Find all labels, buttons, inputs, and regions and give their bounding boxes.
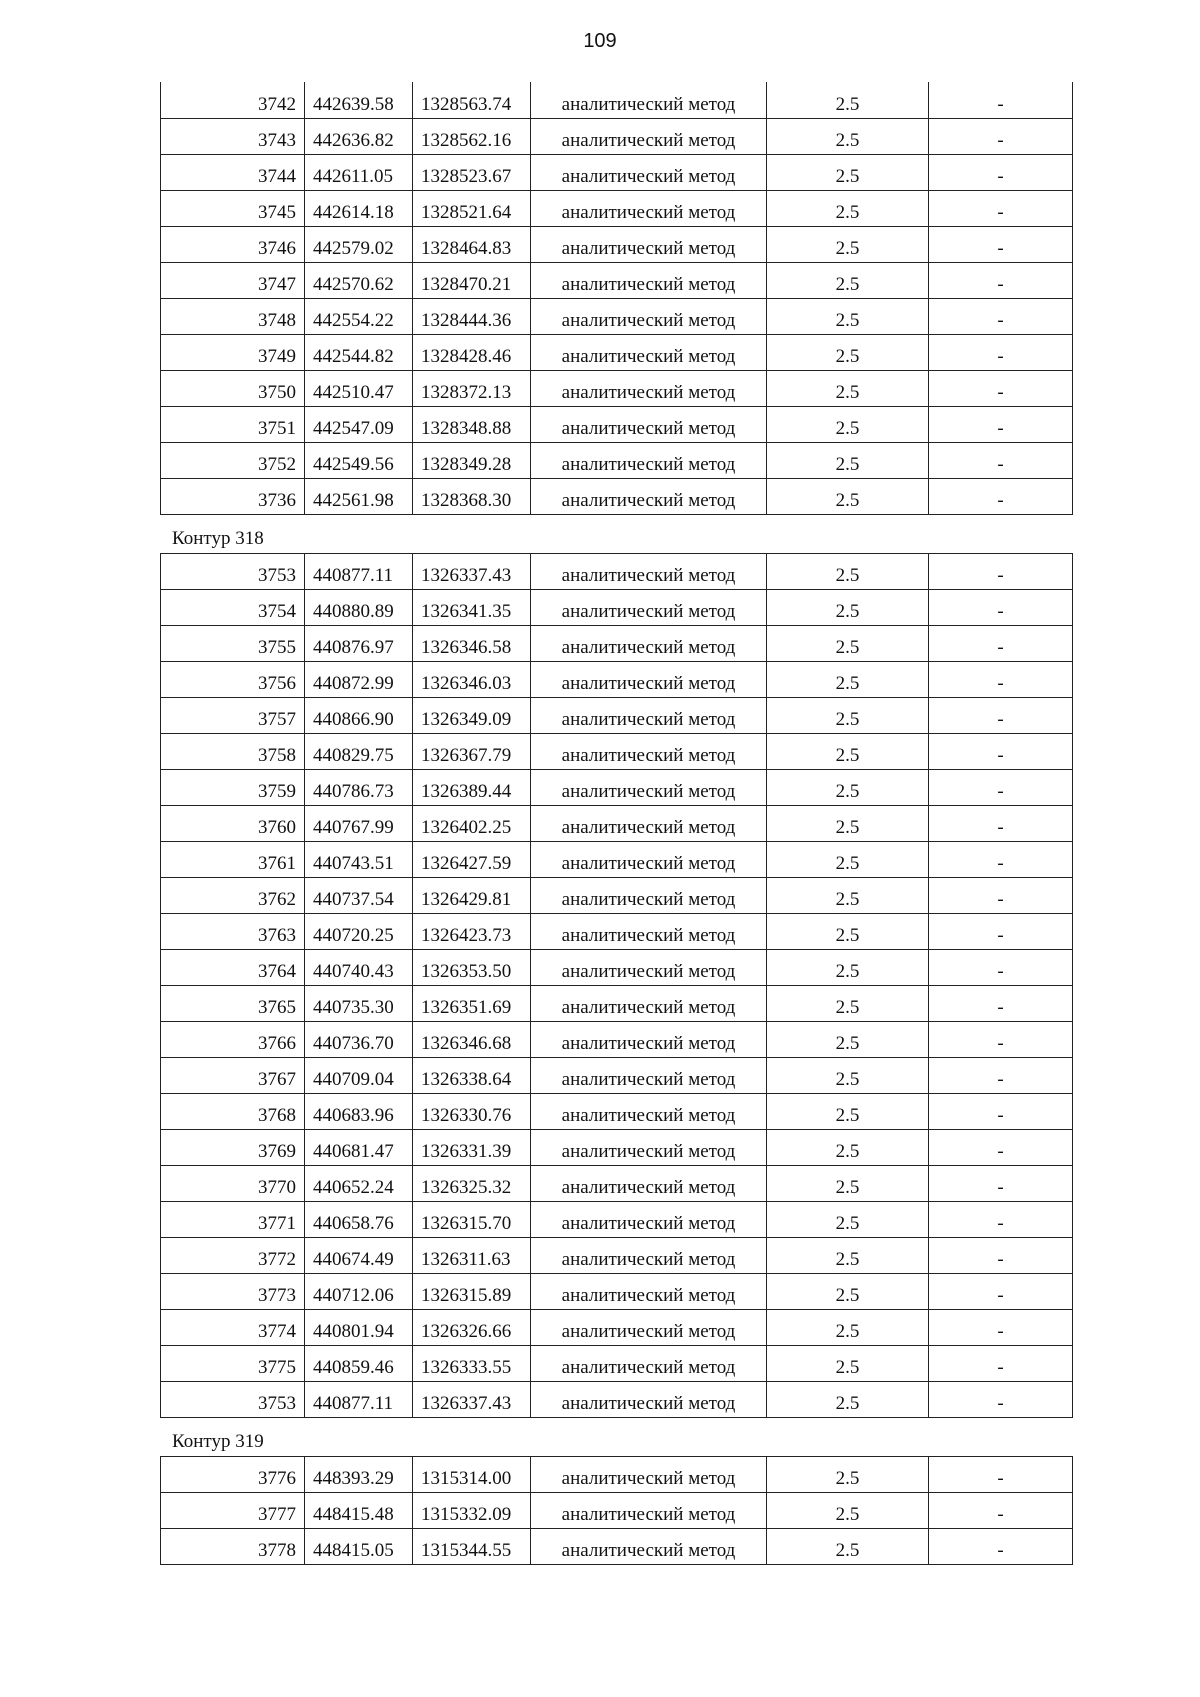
point-number-cell: 3759 xyxy=(161,769,305,805)
x-coordinate-cell: 440652.24 xyxy=(305,1165,413,1201)
coordinates-table xyxy=(160,82,1073,515)
table-row xyxy=(161,406,1073,442)
note-cell: - xyxy=(929,1492,1073,1528)
x-coordinate-cell: 440681.47 xyxy=(305,1129,413,1165)
method-cell: аналитический метод xyxy=(531,769,767,805)
table-row xyxy=(161,334,1073,370)
table-row xyxy=(161,553,1073,589)
accuracy-cell: 2.5 xyxy=(767,1528,929,1564)
note-cell: - xyxy=(929,697,1073,733)
x-coordinate-cell: 442510.47 xyxy=(305,370,413,406)
table-row xyxy=(161,1456,1073,1492)
point-number-cell: 3754 xyxy=(161,589,305,625)
y-coordinate-cell: 1328521.64 xyxy=(413,190,531,226)
y-coordinate-cell: 1326402.25 xyxy=(413,805,531,841)
x-coordinate-cell: 440709.04 xyxy=(305,1057,413,1093)
note-cell: - xyxy=(929,370,1073,406)
y-coordinate-cell: 1328349.28 xyxy=(413,442,531,478)
note-cell: - xyxy=(929,589,1073,625)
table-row xyxy=(161,733,1073,769)
point-number-cell: 3758 xyxy=(161,733,305,769)
x-coordinate-cell: 442611.05 xyxy=(305,154,413,190)
y-coordinate-cell: 1326315.70 xyxy=(413,1201,531,1237)
point-number-cell: 3761 xyxy=(161,841,305,877)
point-number-cell: 3756 xyxy=(161,661,305,697)
point-number-cell: 3764 xyxy=(161,949,305,985)
point-number-cell: 3755 xyxy=(161,625,305,661)
y-coordinate-cell: 1328523.67 xyxy=(413,154,531,190)
y-coordinate-cell: 1326367.79 xyxy=(413,733,531,769)
note-cell: - xyxy=(929,625,1073,661)
x-coordinate-cell: 440720.25 xyxy=(305,913,413,949)
table-row xyxy=(161,1129,1073,1165)
note-cell: - xyxy=(929,478,1073,514)
table-row xyxy=(161,769,1073,805)
point-number-cell: 3744 xyxy=(161,154,305,190)
accuracy-cell: 2.5 xyxy=(767,1165,929,1201)
table-row xyxy=(161,442,1073,478)
note-cell: - xyxy=(929,1129,1073,1165)
method-cell: аналитический метод xyxy=(531,1129,767,1165)
table-row xyxy=(161,949,1073,985)
note-cell: - xyxy=(929,1021,1073,1057)
note-cell: - xyxy=(929,733,1073,769)
table-row xyxy=(161,1201,1073,1237)
accuracy-cell: 2.5 xyxy=(767,841,929,877)
method-cell: аналитический метод xyxy=(531,841,767,877)
note-cell: - xyxy=(929,442,1073,478)
y-coordinate-cell: 1326429.81 xyxy=(413,877,531,913)
accuracy-cell: 2.5 xyxy=(767,1456,929,1492)
accuracy-cell: 2.5 xyxy=(767,589,929,625)
x-coordinate-cell: 440876.97 xyxy=(305,625,413,661)
accuracy-cell: 2.5 xyxy=(767,949,929,985)
point-number-cell: 3773 xyxy=(161,1273,305,1309)
table-row xyxy=(161,1309,1073,1345)
table-row xyxy=(161,841,1073,877)
accuracy-cell: 2.5 xyxy=(767,553,929,589)
y-coordinate-cell: 1326346.03 xyxy=(413,661,531,697)
point-number-cell: 3768 xyxy=(161,1093,305,1129)
table-row xyxy=(161,478,1073,514)
table-row xyxy=(161,262,1073,298)
y-coordinate-cell: 1328372.13 xyxy=(413,370,531,406)
point-number-cell: 3767 xyxy=(161,1057,305,1093)
note-cell: - xyxy=(929,949,1073,985)
note-cell: - xyxy=(929,553,1073,589)
table-row xyxy=(161,298,1073,334)
method-cell: аналитический метод xyxy=(531,1381,767,1417)
method-cell: аналитический метод xyxy=(531,478,767,514)
accuracy-cell: 2.5 xyxy=(767,226,929,262)
x-coordinate-cell: 440829.75 xyxy=(305,733,413,769)
accuracy-cell: 2.5 xyxy=(767,334,929,370)
x-coordinate-cell: 442554.22 xyxy=(305,298,413,334)
method-cell: аналитический метод xyxy=(531,1492,767,1528)
table-row xyxy=(161,1057,1073,1093)
note-cell: - xyxy=(929,262,1073,298)
note-cell: - xyxy=(929,406,1073,442)
x-coordinate-cell: 442570.62 xyxy=(305,262,413,298)
accuracy-cell: 2.5 xyxy=(767,1309,929,1345)
point-number-cell: 3749 xyxy=(161,334,305,370)
method-cell: аналитический метод xyxy=(531,262,767,298)
method-cell: аналитический метод xyxy=(531,1345,767,1381)
table-row xyxy=(161,82,1073,118)
point-number-cell: 3760 xyxy=(161,805,305,841)
y-coordinate-cell: 1326333.55 xyxy=(413,1345,531,1381)
method-cell: аналитический метод xyxy=(531,805,767,841)
y-coordinate-cell: 1328368.30 xyxy=(413,478,531,514)
note-cell: - xyxy=(929,1057,1073,1093)
y-coordinate-cell: 1328563.74 xyxy=(413,82,531,118)
y-coordinate-cell: 1328470.21 xyxy=(413,262,531,298)
point-number-cell: 3757 xyxy=(161,697,305,733)
point-number-cell: 3770 xyxy=(161,1165,305,1201)
point-number-cell: 3765 xyxy=(161,985,305,1021)
note-cell: - xyxy=(929,334,1073,370)
method-cell: аналитический метод xyxy=(531,334,767,370)
point-number-cell: 3746 xyxy=(161,226,305,262)
y-coordinate-cell: 1328562.16 xyxy=(413,118,531,154)
accuracy-cell: 2.5 xyxy=(767,733,929,769)
x-coordinate-cell: 440683.96 xyxy=(305,1093,413,1129)
x-coordinate-cell: 440674.49 xyxy=(305,1237,413,1273)
x-coordinate-cell: 448415.05 xyxy=(305,1528,413,1564)
note-cell: - xyxy=(929,1165,1073,1201)
accuracy-cell: 2.5 xyxy=(767,1093,929,1129)
y-coordinate-cell: 1326337.43 xyxy=(413,1381,531,1417)
point-number-cell: 3753 xyxy=(161,1381,305,1417)
method-cell: аналитический метод xyxy=(531,298,767,334)
table-row xyxy=(161,1345,1073,1381)
accuracy-cell: 2.5 xyxy=(767,118,929,154)
method-cell: аналитический метод xyxy=(531,406,767,442)
table-row xyxy=(161,625,1073,661)
x-coordinate-cell: 440740.43 xyxy=(305,949,413,985)
method-cell: аналитический метод xyxy=(531,1057,767,1093)
x-coordinate-cell: 448393.29 xyxy=(305,1456,413,1492)
x-coordinate-cell: 440658.76 xyxy=(305,1201,413,1237)
x-coordinate-cell: 442561.98 xyxy=(305,478,413,514)
table-row xyxy=(161,1237,1073,1273)
accuracy-cell: 2.5 xyxy=(767,625,929,661)
table-row xyxy=(161,1492,1073,1528)
accuracy-cell: 2.5 xyxy=(767,1201,929,1237)
y-coordinate-cell: 1326326.66 xyxy=(413,1309,531,1345)
method-cell: аналитический метод xyxy=(531,1093,767,1129)
point-number-cell: 3766 xyxy=(161,1021,305,1057)
page-number: 109 xyxy=(583,30,617,52)
accuracy-cell: 2.5 xyxy=(767,154,929,190)
accuracy-cell: 2.5 xyxy=(767,370,929,406)
x-coordinate-cell: 440767.99 xyxy=(305,805,413,841)
accuracy-cell: 2.5 xyxy=(767,661,929,697)
y-coordinate-cell: 1315314.00 xyxy=(413,1456,531,1492)
accuracy-cell: 2.5 xyxy=(767,190,929,226)
x-coordinate-cell: 442544.82 xyxy=(305,334,413,370)
method-cell: аналитический метод xyxy=(531,1456,767,1492)
point-number-cell: 3752 xyxy=(161,442,305,478)
method-cell: аналитический метод xyxy=(531,589,767,625)
point-number-cell: 3743 xyxy=(161,118,305,154)
coordinates-table xyxy=(160,1456,1073,1565)
method-cell: аналитический метод xyxy=(531,1273,767,1309)
table-row xyxy=(161,1273,1073,1309)
method-cell: аналитический метод xyxy=(531,1021,767,1057)
note-cell: - xyxy=(929,1201,1073,1237)
accuracy-cell: 2.5 xyxy=(767,406,929,442)
table-row xyxy=(161,1528,1073,1564)
point-number-cell: 3742 xyxy=(161,82,305,118)
note-cell: - xyxy=(929,154,1073,190)
method-cell: аналитический метод xyxy=(531,1201,767,1237)
accuracy-cell: 2.5 xyxy=(767,1345,929,1381)
point-number-cell: 3750 xyxy=(161,370,305,406)
method-cell: аналитический метод xyxy=(531,553,767,589)
note-cell: - xyxy=(929,82,1073,118)
table-row xyxy=(161,1165,1073,1201)
table-row xyxy=(161,1381,1073,1417)
x-coordinate-cell: 440877.11 xyxy=(305,553,413,589)
x-coordinate-cell: 440866.90 xyxy=(305,697,413,733)
x-coordinate-cell: 440735.30 xyxy=(305,985,413,1021)
note-cell: - xyxy=(929,1345,1073,1381)
y-coordinate-cell: 1326351.69 xyxy=(413,985,531,1021)
note-cell: - xyxy=(929,841,1073,877)
point-number-cell: 3775 xyxy=(161,1345,305,1381)
point-number-cell: 3745 xyxy=(161,190,305,226)
note-cell: - xyxy=(929,913,1073,949)
x-coordinate-cell: 442636.82 xyxy=(305,118,413,154)
method-cell: аналитический метод xyxy=(531,118,767,154)
method-cell: аналитический метод xyxy=(531,985,767,1021)
method-cell: аналитический метод xyxy=(531,1237,767,1273)
point-number-cell: 3769 xyxy=(161,1129,305,1165)
y-coordinate-cell: 1315332.09 xyxy=(413,1492,531,1528)
x-coordinate-cell: 442614.18 xyxy=(305,190,413,226)
accuracy-cell: 2.5 xyxy=(767,697,929,733)
coordinates-document xyxy=(160,82,1072,1565)
note-cell: - xyxy=(929,985,1073,1021)
table-row xyxy=(161,913,1073,949)
y-coordinate-cell: 1328444.36 xyxy=(413,298,531,334)
coordinates-table xyxy=(160,553,1073,1418)
x-coordinate-cell: 440786.73 xyxy=(305,769,413,805)
method-cell: аналитический метод xyxy=(531,877,767,913)
point-number-cell: 3748 xyxy=(161,298,305,334)
method-cell: аналитический метод xyxy=(531,661,767,697)
accuracy-cell: 2.5 xyxy=(767,1273,929,1309)
method-cell: аналитический метод xyxy=(531,697,767,733)
method-cell: аналитический метод xyxy=(531,190,767,226)
point-number-cell: 3771 xyxy=(161,1201,305,1237)
x-coordinate-cell: 442639.58 xyxy=(305,82,413,118)
point-number-cell: 3747 xyxy=(161,262,305,298)
y-coordinate-cell: 1328428.46 xyxy=(413,334,531,370)
note-cell: - xyxy=(929,118,1073,154)
accuracy-cell: 2.5 xyxy=(767,82,929,118)
table-row xyxy=(161,985,1073,1021)
y-coordinate-cell: 1326423.73 xyxy=(413,913,531,949)
table-row xyxy=(161,190,1073,226)
method-cell: аналитический метод xyxy=(531,733,767,769)
note-cell: - xyxy=(929,661,1073,697)
table-row xyxy=(161,1093,1073,1129)
accuracy-cell: 2.5 xyxy=(767,1057,929,1093)
table-row xyxy=(161,697,1073,733)
table-row xyxy=(161,661,1073,697)
point-number-cell: 3753 xyxy=(161,553,305,589)
accuracy-cell: 2.5 xyxy=(767,478,929,514)
accuracy-cell: 2.5 xyxy=(767,298,929,334)
y-coordinate-cell: 1326331.39 xyxy=(413,1129,531,1165)
x-coordinate-cell: 442547.09 xyxy=(305,406,413,442)
y-coordinate-cell: 1326325.32 xyxy=(413,1165,531,1201)
method-cell: аналитический метод xyxy=(531,1309,767,1345)
point-number-cell: 3736 xyxy=(161,478,305,514)
point-number-cell: 3751 xyxy=(161,406,305,442)
x-coordinate-cell: 440736.70 xyxy=(305,1021,413,1057)
y-coordinate-cell: 1326330.76 xyxy=(413,1093,531,1129)
method-cell: аналитический метод xyxy=(531,442,767,478)
accuracy-cell: 2.5 xyxy=(767,985,929,1021)
method-cell: аналитический метод xyxy=(531,154,767,190)
point-number-cell: 3778 xyxy=(161,1528,305,1564)
table-row xyxy=(161,1021,1073,1057)
method-cell: аналитический метод xyxy=(531,1165,767,1201)
point-number-cell: 3763 xyxy=(161,913,305,949)
accuracy-cell: 2.5 xyxy=(767,1021,929,1057)
contour-label: Контур 318 xyxy=(172,527,264,549)
note-cell: - xyxy=(929,1528,1073,1564)
accuracy-cell: 2.5 xyxy=(767,913,929,949)
note-cell: - xyxy=(929,298,1073,334)
note-cell: - xyxy=(929,1381,1073,1417)
accuracy-cell: 2.5 xyxy=(767,262,929,298)
accuracy-cell: 2.5 xyxy=(767,1492,929,1528)
y-coordinate-cell: 1326315.89 xyxy=(413,1273,531,1309)
accuracy-cell: 2.5 xyxy=(767,877,929,913)
y-coordinate-cell: 1328348.88 xyxy=(413,406,531,442)
note-cell: - xyxy=(929,1309,1073,1345)
x-coordinate-cell: 440801.94 xyxy=(305,1309,413,1345)
method-cell: аналитический метод xyxy=(531,625,767,661)
note-cell: - xyxy=(929,1237,1073,1273)
method-cell: аналитический метод xyxy=(531,949,767,985)
note-cell: - xyxy=(929,1273,1073,1309)
x-coordinate-cell: 440737.54 xyxy=(305,877,413,913)
y-coordinate-cell: 1326337.43 xyxy=(413,553,531,589)
accuracy-cell: 2.5 xyxy=(767,442,929,478)
point-number-cell: 3762 xyxy=(161,877,305,913)
method-cell: аналитический метод xyxy=(531,226,767,262)
point-number-cell: 3777 xyxy=(161,1492,305,1528)
method-cell: аналитический метод xyxy=(531,82,767,118)
y-coordinate-cell: 1326346.58 xyxy=(413,625,531,661)
y-coordinate-cell: 1326341.35 xyxy=(413,589,531,625)
x-coordinate-cell: 440859.46 xyxy=(305,1345,413,1381)
accuracy-cell: 2.5 xyxy=(767,805,929,841)
method-cell: аналитический метод xyxy=(531,370,767,406)
y-coordinate-cell: 1326427.59 xyxy=(413,841,531,877)
note-cell: - xyxy=(929,805,1073,841)
x-coordinate-cell: 440872.99 xyxy=(305,661,413,697)
x-coordinate-cell: 442579.02 xyxy=(305,226,413,262)
x-coordinate-cell: 448415.48 xyxy=(305,1492,413,1528)
accuracy-cell: 2.5 xyxy=(767,1237,929,1273)
accuracy-cell: 2.5 xyxy=(767,769,929,805)
table-row xyxy=(161,118,1073,154)
y-coordinate-cell: 1326353.50 xyxy=(413,949,531,985)
note-cell: - xyxy=(929,1456,1073,1492)
x-coordinate-cell: 440880.89 xyxy=(305,589,413,625)
x-coordinate-cell: 440712.06 xyxy=(305,1273,413,1309)
y-coordinate-cell: 1326349.09 xyxy=(413,697,531,733)
table-row xyxy=(161,589,1073,625)
y-coordinate-cell: 1328464.83 xyxy=(413,226,531,262)
table-row xyxy=(161,226,1073,262)
x-coordinate-cell: 440877.11 xyxy=(305,1381,413,1417)
point-number-cell: 3772 xyxy=(161,1237,305,1273)
table-row xyxy=(161,370,1073,406)
contour-label: Контур 319 xyxy=(172,1430,264,1452)
table-row xyxy=(161,154,1073,190)
method-cell: аналитический метод xyxy=(531,913,767,949)
note-cell: - xyxy=(929,1093,1073,1129)
accuracy-cell: 2.5 xyxy=(767,1129,929,1165)
note-cell: - xyxy=(929,877,1073,913)
y-coordinate-cell: 1326389.44 xyxy=(413,769,531,805)
x-coordinate-cell: 442549.56 xyxy=(305,442,413,478)
note-cell: - xyxy=(929,769,1073,805)
method-cell: аналитический метод xyxy=(531,1528,767,1564)
y-coordinate-cell: 1326346.68 xyxy=(413,1021,531,1057)
accuracy-cell: 2.5 xyxy=(767,1381,929,1417)
point-number-cell: 3774 xyxy=(161,1309,305,1345)
y-coordinate-cell: 1315344.55 xyxy=(413,1528,531,1564)
note-cell: - xyxy=(929,226,1073,262)
table-row xyxy=(161,805,1073,841)
y-coordinate-cell: 1326338.64 xyxy=(413,1057,531,1093)
y-coordinate-cell: 1326311.63 xyxy=(413,1237,531,1273)
table-row xyxy=(161,877,1073,913)
note-cell: - xyxy=(929,190,1073,226)
x-coordinate-cell: 440743.51 xyxy=(305,841,413,877)
point-number-cell: 3776 xyxy=(161,1456,305,1492)
